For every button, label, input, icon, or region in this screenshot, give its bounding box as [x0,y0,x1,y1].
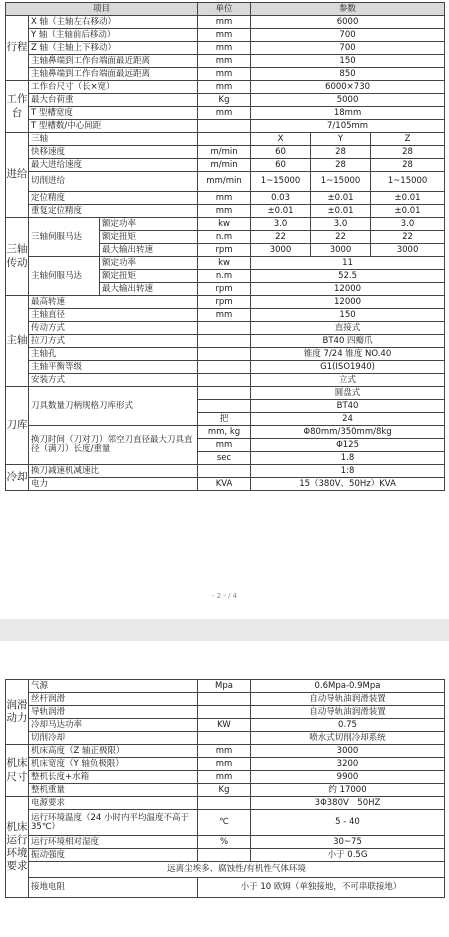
row-value: 1~15000 [311,172,371,192]
row-value: 12000 [251,296,445,309]
table-row [6,797,445,810]
section-tool-magazine: 刀库 [6,387,29,465]
row-label: 传动方式 [29,322,198,335]
row-unit: rpm [198,283,251,296]
section-cooling: 冷却 [6,465,29,491]
table-row [6,862,445,878]
table-row [6,426,445,439]
section-machine-size: 机床尺寸 [6,745,29,797]
row-label: 整机长度+水箱 [29,771,198,784]
row-label: 额定扭矩 [100,231,198,244]
row-value: 0.03 [251,192,311,205]
header-unit: 单位 [198,3,251,16]
header-row [6,3,445,16]
row-unit: mm [198,68,251,81]
row-label: 最高转速 [29,296,198,309]
row-label: 振动强度 [29,849,198,862]
row-label: 电源要求 [29,797,198,810]
row-value: 12000 [251,283,445,296]
row-label: 额定功率 [100,257,198,270]
row-label: 拉刀方式 [29,335,198,348]
row-value: 立式 [251,374,445,387]
table-row [6,732,445,745]
table-row [6,465,445,478]
tool-size-unit: mm, kg [198,426,251,439]
table-row [6,693,445,706]
row-unit: mm [198,192,251,205]
spec-table-2 [5,679,445,898]
row-value: 60 [251,146,311,159]
page-2 [0,641,449,937]
table-row [6,42,445,55]
table-row [6,322,445,335]
row-value: 1:8 [251,465,445,478]
row-value: ±0.01 [311,192,371,205]
row-value: 3000 [251,244,311,257]
tool-type-value: 圆盘式 [251,387,445,400]
row-label: 运行环境温度（24 小时内平均温度不高于 35℃） [29,810,198,836]
row-unit: n.m [198,231,251,244]
row-unit: mm [198,29,251,42]
row-label: 安装方式 [29,374,198,387]
table-row [6,55,445,68]
row-label: T 型槽宽度 [29,107,198,120]
row-value: ±0.01 [311,205,371,218]
row-value: 3.0 [251,218,311,231]
row-unit [198,120,251,133]
row-value: 850 [251,68,445,81]
spindle-motor-label: 主轴伺服马达 [29,257,100,296]
row-label: 最大输出转速 [100,283,198,296]
row-value: G1(ISO1940) [251,361,445,374]
table-row [6,159,445,172]
table-row [6,146,445,159]
table-row [6,16,445,29]
row-label: 最大台荷重 [29,94,198,107]
row-value: 小于 0.5G [251,849,445,862]
header-param: 参数 [251,3,445,16]
row-value: 28 [371,146,445,159]
row-unit: % [198,836,251,849]
section-feed: 进给 [6,133,29,218]
header-item: 项目 [6,3,198,16]
ground-label: 接地电阻 [29,878,198,898]
row-unit: mm [198,205,251,218]
section-drive: 三轴传动 [6,218,29,296]
row-label: 主轴鼻端到工作台端面最远距离 [29,68,198,81]
tool-dia-value: Φ125 [251,439,445,452]
table-row [6,218,445,231]
row-value: 0.6Mpa-0.9Mpa [251,680,445,693]
table-row [6,810,445,836]
row-unit [198,374,251,387]
table-row [6,68,445,81]
row-unit: rpm [198,244,251,257]
row-value: 18mm [251,107,445,120]
table-row [6,296,445,309]
row-value: 22 [251,231,311,244]
axes-label: 三轴 [29,133,198,146]
row-unit [198,706,251,719]
row-value: 30~75 [251,836,445,849]
table-row [6,94,445,107]
row-value: 700 [251,42,445,55]
row-unit: Kg [198,784,251,797]
row-unit: Mpa [198,680,251,693]
row-value: 28 [371,159,445,172]
row-unit [198,361,251,374]
row-value: 3000 [371,244,445,257]
row-value: 1~15000 [251,172,311,192]
row-value: 锥度 7/24 锥度 NO.40 [251,348,445,361]
section-worktable: 工作台 [6,81,29,133]
tool-count-value: 24 [251,413,445,426]
table-row [6,107,445,120]
row-unit: mm [198,745,251,758]
row-value: 7/105mm [251,120,445,133]
row-label: 主轴平衡等级 [29,361,198,374]
row-unit [198,797,251,810]
row-unit [198,732,251,745]
row-unit: mm [198,42,251,55]
row-value: 52.5 [251,270,445,283]
row-value: 28 [311,159,371,172]
tool-time-unit: sec [198,452,251,465]
section-travel: 行程 [6,16,29,81]
row-label: 冷却马达功率 [29,719,198,732]
spec-table-1 [5,2,445,491]
table-row [6,849,445,862]
row-value: 3000 [311,244,371,257]
row-unit: m/min [198,159,251,172]
table-row [6,680,445,693]
table-row [6,745,445,758]
row-value: ±0.01 [371,192,445,205]
row-label: 机床宽度（Y 轴负极限） [29,758,198,771]
tool-dia-unit: mm [198,439,251,452]
row-value: 22 [371,231,445,244]
table-row [6,706,445,719]
row-unit [198,335,251,348]
section-spindle: 主轴 [6,296,29,387]
row-label: 整机重量 [29,784,198,797]
row-unit: mm [198,771,251,784]
row-label: 快移速度 [29,146,198,159]
row-value: 22 [311,231,371,244]
row-value: ±0.01 [371,205,445,218]
row-value: 3000 [251,745,445,758]
servo-label: 三轴伺服马达 [29,218,100,257]
table-row [6,878,445,898]
row-label: X 轴（主轴左右移动） [29,16,198,29]
row-unit [198,465,251,478]
row-value: 6000 [251,16,445,29]
table-row [6,192,445,205]
row-unit [198,322,251,335]
table-row [6,836,445,849]
row-label: 导轨润滑 [29,706,198,719]
table-row [6,172,445,192]
row-value: 自动导轨油润滑装置 [251,693,445,706]
row-unit: mm [198,758,251,771]
table-row [6,784,445,797]
row-unit: Kg [198,94,251,107]
row-label: 工作台尺寸（长×宽） [29,81,198,94]
table-row [6,205,445,218]
row-value: 1~15000 [371,172,445,192]
row-label: 运行环境相对湿度 [29,836,198,849]
row-label: 定位精度 [29,192,198,205]
table-row [6,361,445,374]
row-label: 机床高度（Z 轴正极限） [29,745,198,758]
row-value: 150 [251,309,445,322]
table-row [6,387,445,400]
tool-size-value: Φ80mm/350mm/8kg [251,426,445,439]
table-row [6,478,445,491]
row-unit: mm [198,55,251,68]
row-unit: mm [198,309,251,322]
row-unit: m/min [198,146,251,159]
tool-spec-value: BT40 [251,400,445,413]
table-row [6,257,445,270]
row-unit: n.m [198,270,251,283]
row-label: Y 轴（主轴前后移动） [29,29,198,42]
ground-value: 小于 10 欧姆（单独接地，不可串联接地） [198,878,445,898]
row-value: 3.0 [311,218,371,231]
row-unit [198,693,251,706]
row-unit: kw [198,257,251,270]
row-label: 重复定位精度 [29,205,198,218]
row-unit: rpm [198,296,251,309]
row-value: 喷水式切削冷却系统 [251,732,445,745]
row-label: T 型槽数/中心间距 [29,120,198,133]
row-value: 3Φ380V 50HZ [251,797,445,810]
row-unit: mm/min [198,172,251,192]
row-value: 6000×730 [251,81,445,94]
row-value: 直接式 [251,322,445,335]
row-unit: KVA [198,478,251,491]
tool-time-value: 1.8 [251,452,445,465]
row-label: 最大输出转速 [100,244,198,257]
row-value: 700 [251,29,445,42]
row-label: 主轴直径 [29,309,198,322]
table-row [6,374,445,387]
table-row [6,29,445,42]
table-row [6,81,445,94]
row-label: 切削进给 [29,172,198,192]
tool-type-label: 刀具数量刀柄规格刀库形式 [29,387,198,426]
row-value: 3.0 [371,218,445,231]
row-value: 150 [251,55,445,68]
row-label: Z 轴（主轴上下移动） [29,42,198,55]
row-label: 主轴孔 [29,348,198,361]
row-value: BT40 四瓣爪 [251,335,445,348]
table-row [6,758,445,771]
table-row [6,719,445,732]
row-value: 自动导轨油润滑装置 [251,706,445,719]
row-value: 15（380V、50Hz）KVA [251,478,445,491]
row-value: 0.75 [251,719,445,732]
row-label: 最大进给速度 [29,159,198,172]
axis-y: Y [311,133,371,146]
row-label: 额定扭矩 [100,270,198,283]
row-unit: KW [198,719,251,732]
page-gap [0,619,449,641]
page-number: - 2 - / 4 [211,592,238,600]
table-row [6,771,445,784]
row-label: 电力 [29,478,198,491]
row-unit: mm [198,16,251,29]
row-unit: mm [198,81,251,94]
row-value: 60 [251,159,311,172]
row-label: 气源 [29,680,198,693]
row-value: 11 [251,257,445,270]
table-row [6,120,445,133]
row-value: 5000 [251,94,445,107]
row-label: 换刀减速机减速比 [29,465,198,478]
row-label: 额定功率 [100,218,198,231]
row-value: ±0.01 [251,205,311,218]
row-label: 主轴鼻端到工作台端面最近距离 [29,55,198,68]
row-unit: kw [198,218,251,231]
section-lube: 润滑动力 [6,680,29,745]
axis-z: Z [371,133,445,146]
table-row [6,309,445,322]
row-unit: ℃ [198,810,251,836]
table-row [6,348,445,361]
tool-count-unit: 把 [198,413,251,426]
row-value: 3200 [251,758,445,771]
tool-change-label: 换刀时间（刀对刀）邻空刀直径最大刀具直径（满刀）长度/重量 [29,426,198,465]
axis-x: X [251,133,311,146]
section-environment: 机床运行环境要求 [6,797,29,898]
row-label: 切削冷却 [29,732,198,745]
row-value: 5 - 40 [251,810,445,836]
row-unit: mm [198,107,251,120]
table-row [6,335,445,348]
row-value: 约 17000 [251,784,445,797]
table-row [6,133,445,146]
row-label: 丝杆润滑 [29,693,198,706]
row-unit [198,849,251,862]
environment-note: 远离尘埃多、腐蚀性/有机性气体环境 [29,862,445,878]
row-value: 28 [311,146,371,159]
row-value: 9900 [251,771,445,784]
row-unit [198,348,251,361]
